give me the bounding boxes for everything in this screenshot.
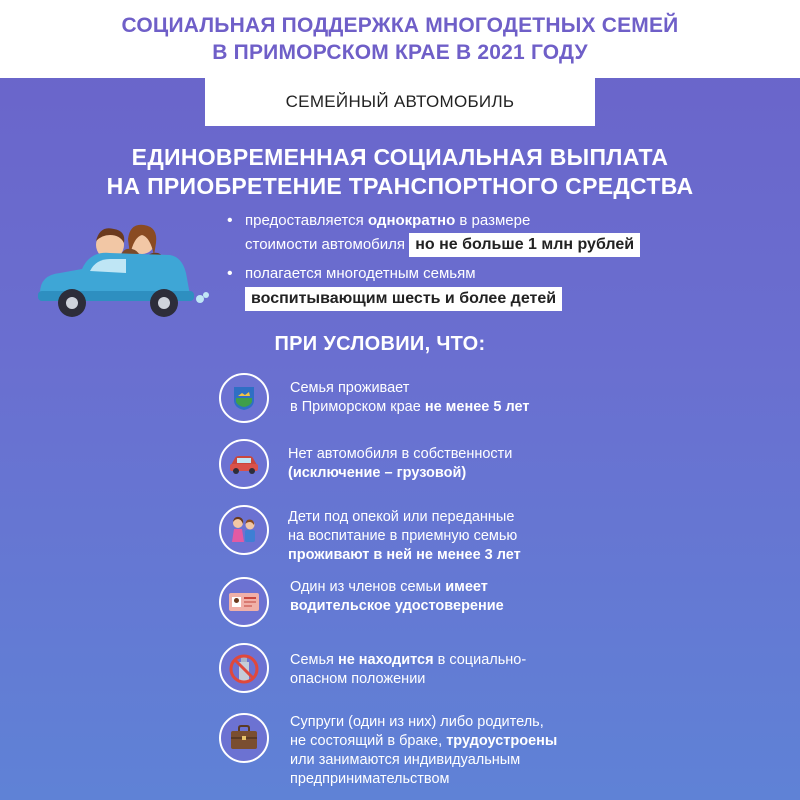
bullet-1-line-2: стоимости автомобиля (245, 236, 406, 253)
bullet-dot: • (227, 212, 233, 229)
condition-5-text (290, 651, 526, 689)
main-heading (0, 143, 800, 201)
bullet-2-line-1: полагается многодетным семьям (245, 265, 476, 282)
bullet-dot: • (227, 265, 233, 282)
briefcase-icon (229, 725, 259, 751)
family-car-icon (30, 215, 210, 325)
condition-3-bold: проживают в ней не менее 3 лет (288, 547, 521, 563)
condition-5-icon-wrap (219, 643, 269, 693)
condition-6-line-1: Супруги (один из них) либо родитель, (290, 714, 544, 730)
condition-2-icon-wrap (219, 439, 269, 489)
condition-5-bold: не находится (337, 652, 434, 668)
condition-6-bold: трудоустроены (446, 733, 558, 749)
condition-3-icon-wrap (219, 505, 269, 555)
coat-of-arms-icon (230, 384, 258, 412)
bullet-1-text-post: в размере (455, 212, 531, 229)
condition-4-bold-1: имеет (445, 579, 488, 595)
main-heading-line-1: ЕДИНОВРЕМЕННАЯ СОЦИАЛЬНАЯ ВЫПЛАТА (131, 144, 669, 170)
condition-6-text (290, 713, 610, 789)
bullet-1-text-pre: предоставляется (245, 212, 368, 229)
drivers-license-icon (228, 591, 260, 613)
condition-2-line-1: Нет автомобиля в собственности (288, 446, 513, 462)
car-icon (228, 453, 260, 475)
condition-6-line-4: предпринимательством (290, 771, 450, 787)
condition-2-bold: (исключение – грузовой) (288, 465, 467, 481)
bullet-2-highlight: воспитывающим шесть и более детей (245, 287, 562, 311)
bullet-1-text-bold: однократно (367, 212, 456, 229)
condition-4-icon-wrap (219, 577, 269, 627)
condition-5-line-1-post: в социально- (433, 652, 527, 668)
title-line-1: СОЦИАЛЬНАЯ ПОДДЕРЖКА МНОГОДЕТНЫХ СЕМЕЙ (121, 14, 679, 37)
main-heading-line-2: НА ПРИОБРЕТЕНИЕ ТРАНСПОРТНОГО СРЕДСТВА (106, 173, 694, 199)
bullet-1-highlight: но не больше 1 млн рублей (409, 233, 640, 257)
condition-4-line-1: Один из членов семьи (290, 579, 446, 595)
bullet-large-families (227, 264, 745, 311)
bullet-one-time-payment (227, 211, 745, 257)
condition-6-line-3: или занимаются индивидуальным (290, 752, 521, 768)
condition-1-line-1: Семья проживает (290, 380, 410, 396)
condition-3-line-2: на воспитание в приемную семью (288, 528, 518, 544)
condition-5-line-1-pre: Семья (290, 652, 338, 668)
condition-2-text (288, 445, 512, 483)
condition-1-icon-wrap (219, 373, 269, 423)
condition-1-text (290, 379, 529, 417)
page-title (0, 12, 800, 66)
condition-6-icon-wrap (219, 713, 269, 763)
title-line-2: В ПРИМОРСКОМ КРАЕ В 2021 ГОДУ (212, 41, 588, 64)
prohibited-bottle-icon (228, 652, 260, 684)
condition-6-line-2: не состоящий в браке, (290, 733, 447, 749)
condition-3-text (288, 508, 521, 565)
section-label: СЕМЕЙНЫЙ АВТОМОБИЛЬ (205, 78, 595, 126)
conditions-heading: ПРИ УСЛОВИИ, ЧТО: (274, 333, 486, 355)
condition-4-bold-2: водительское удостоверение (290, 598, 504, 614)
children-icon (228, 514, 260, 546)
condition-1-line-2: в Приморском крае (290, 399, 425, 415)
condition-5-line-2: опасном положении (290, 671, 426, 687)
condition-1-bold: не менее 5 лет (424, 399, 530, 415)
condition-4-text (290, 578, 504, 616)
condition-3-line-1: Дети под опекой или переданные (288, 509, 515, 525)
